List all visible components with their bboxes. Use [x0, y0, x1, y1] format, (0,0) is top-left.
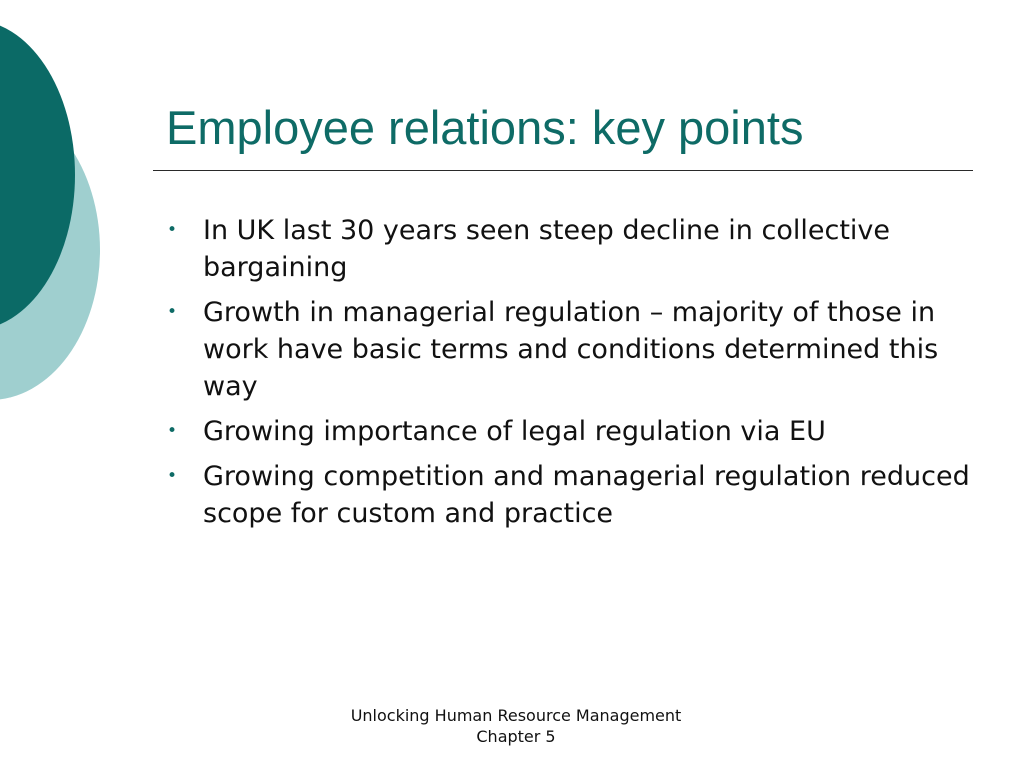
bullet-text: Growth in managerial regulation – majority of those in work have basic terms and conditions determined this way — [203, 297, 939, 402]
slide-title: Employee relations: key points — [166, 101, 804, 154]
bullet-dot-icon: • — [167, 220, 178, 240]
bullet-dot-icon: • — [167, 302, 178, 322]
decorative-circles — [0, 0, 120, 420]
bullet-item — [163, 458, 973, 532]
bullet-item — [163, 294, 973, 405]
bullet-dot-icon: • — [167, 466, 178, 486]
bullet-list — [163, 212, 973, 540]
slide-footer — [316, 705, 716, 747]
footer-chapter: Chapter 5 — [476, 727, 556, 746]
title-divider — [153, 170, 973, 171]
bullet-item — [163, 212, 973, 286]
bullet-text: In UK last 30 years seen steep decline in collective bargaining — [203, 215, 890, 283]
bullet-dot-icon: • — [167, 421, 178, 441]
footer-book-title: Unlocking Human Resource Management — [350, 706, 682, 725]
bullet-text: Growing competition and managerial regulation reduced scope for custom and practice — [203, 461, 970, 529]
bullet-text: Growing importance of legal regulation via EU — [203, 416, 826, 447]
bullet-item — [163, 413, 973, 450]
